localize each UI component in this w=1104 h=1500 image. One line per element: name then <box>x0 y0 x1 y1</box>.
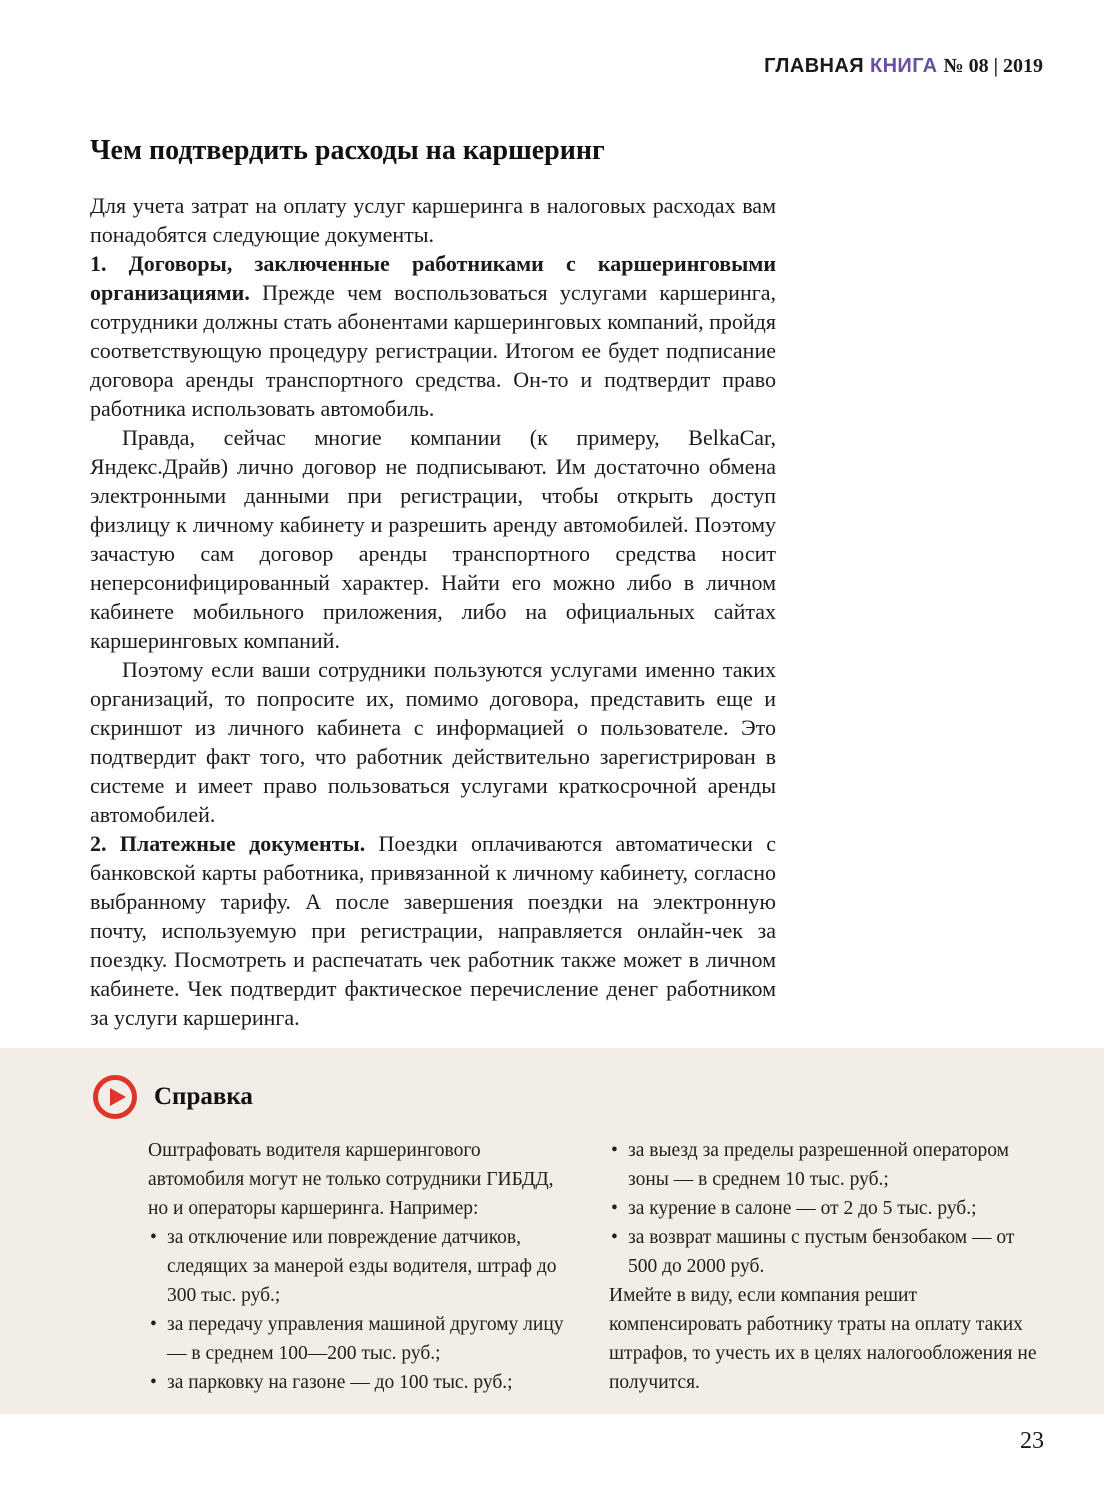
reference-right-column <box>609 1136 1041 1397</box>
list-item: • за парковку на газоне — до 100 тыс. руб.; <box>148 1368 569 1397</box>
reference-box-header <box>92 1074 253 1120</box>
play-circle-icon <box>92 1074 138 1120</box>
reference-columns <box>148 1136 1041 1397</box>
section-1-lead: 1. Договоры, заключенные работниками с каршеринговыми организациями. <box>90 250 776 305</box>
reference-box-title: Справка <box>154 1083 253 1110</box>
reference-box <box>0 1048 1104 1414</box>
section-1-body: Прежде чем воспользоваться услугами каршеринга, сотрудники должны стать абонентами каршеринговых компаний, пройдя соответствующую процедуру регистрации. Итогом ее будет подписание договора аренды транспортного средства. Он-то и подтвердит право работника использовать автомобиль. <box>90 279 777 421</box>
fines-list-left <box>148 1223 569 1397</box>
paragraph-belkacar: Правда, сейчас многие компании (к примеру, BelkaCar, Яндекс.Драйв) лично договор не подписывают. Им достаточно обмена электронными данными при регистрации, чтобы открыть доступ физлицу к личному кабинету и разрешить аренду автомобилей. Поэтому зачастую сам договор аренды транспортного средства носит неперсонифицированный характер. Найти его можно либо в личном кабинете мобильного приложения, либо на официальных сайтах каршеринговых компаний. <box>90 424 776 653</box>
list-item: • за курение в салоне — от 2 до 5 тыс. руб.; <box>609 1194 1041 1223</box>
list-item: • за отключение или повреждение датчиков, следящих за манерой езды водителя, штраф до 300 тыс. руб.; <box>148 1223 569 1310</box>
article <box>90 136 776 1032</box>
fines-list-right <box>609 1136 1041 1281</box>
section-2-body: Поездки оплачиваются автоматически с банковской карты работника, привязанной к личному кабинету, согласно выбранному тарифу. А после завершения поездки на электронную почту, используемую при регистрации, направляется онлайн-чек за поездку. Посмотреть и распечатать чек работник также может в личном кабинете. Чек подтвердит фактическое перечисление денег работником за услуги каршеринга. <box>90 830 777 1030</box>
list-item: • за передачу управления машиной другому лицу — в среднем 100—200 тыс. руб.; <box>148 1310 569 1368</box>
page-header <box>764 55 1043 78</box>
fines-intro: Оштрафовать водителя каршерингового автомобиля могут не только сотрудники ГИБДД, но и операторы каршеринга. Например: <box>148 1140 554 1219</box>
list-item: • за возврат машины с пустым бензобаком — от 500 до 2000 руб. <box>609 1223 1041 1281</box>
magazine-name-accent: КНИГА <box>869 55 938 77</box>
magazine-name-primary: ГЛАВНАЯ <box>764 55 864 77</box>
tax-note: Имейте в виду, если компания решит компенсировать работнику траты на оплату таких штрафов, то учесть их в целях налогообложения не получится. <box>609 1285 1037 1393</box>
article-title: Чем подтвердить расходы на каршеринг <box>90 135 605 166</box>
page-number: 23 <box>1020 1428 1044 1454</box>
issue-number: № 08 | 2019 <box>943 55 1043 77</box>
section-2-lead: 2. Платежные документы. <box>90 830 366 856</box>
paragraph-screenshot: Поэтому если ваши сотрудники пользуются услугами именно таких организаций, то попросите их, помимо договора, представить еще и скриншот из личного кабинета с информацией о пользователе. Это подтвердит факт того, что работник действительно зарегистрирован в системе и имеет право пользоваться услугами краткосрочной аренды автомобилей. <box>90 656 776 827</box>
paragraph-payment-documents <box>90 829 776 1032</box>
reference-left-column <box>148 1136 569 1397</box>
list-item: • за выезд за пределы разрешенной оператором зоны — в среднем 10 тыс. руб.; <box>609 1136 1041 1194</box>
intro-paragraph: Для учета затрат на оплату услуг каршеринга в налоговых расходах вам понадобятся следующие документы. <box>90 192 776 247</box>
paragraph-contracts <box>90 249 776 423</box>
